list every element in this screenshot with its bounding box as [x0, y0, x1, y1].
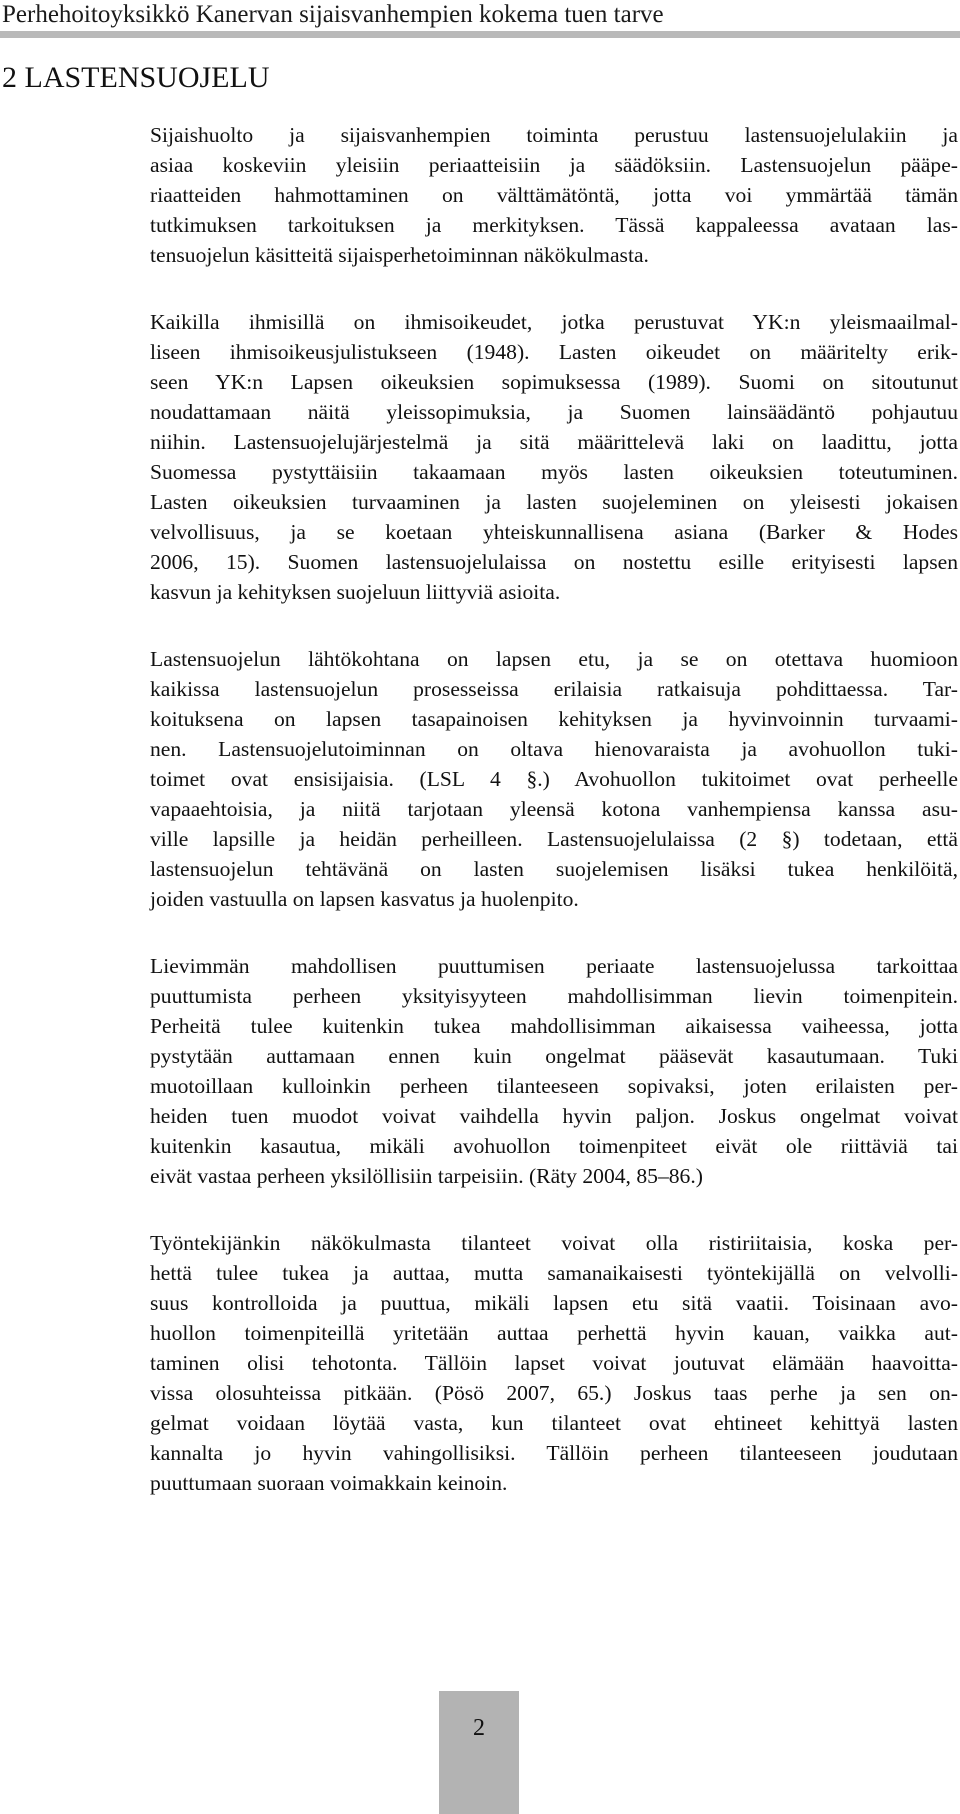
text-line: Sijaishuolto ja sijaisvanhempien toiminta perustuu lastensuojelulakiin ja: [150, 123, 958, 147]
text-line: suus kontrolloida ja puuttua, mikäli lapsen etu sitä vaatii. Toisinaan avo-: [150, 1291, 958, 1315]
text-line: muotoillaan kulloinkin perheen tilanteeseen sopivaksi, joten erilaisten per-: [150, 1074, 958, 1098]
paragraph: [150, 120, 958, 270]
text-line: huollon toimenpiteillä yritetään auttaa perhettä hyvin kauan, vaikka aut-: [150, 1321, 958, 1345]
text-line: riaatteiden hahmottaminen on välttämätöntä, jotta voi ymmärtää tämän: [150, 183, 958, 207]
text-line: Perheitä tulee kuitenkin tukea mahdollisimman aikaisessa vaiheessa, jotta: [150, 1014, 958, 1038]
text-line: 2006, 15). Suomen lastensuojelulaissa on nostettu esille erityisesti lapsen: [150, 550, 958, 574]
text-line: gelmat voidaan löytää vasta, kun tilanteet ovat ehtineet kehittyä lasten: [150, 1411, 958, 1435]
header-rule: [0, 31, 960, 38]
text-line: Suomessa pystyttäisiin takaamaan myös lasten oikeuksien toteutuminen.: [150, 460, 958, 484]
text-line: Kaikilla ihmisillä on ihmisoikeudet, jotka perustuvat YK:n yleismaailmal-: [150, 310, 958, 334]
text-line: kuitenkin kasautua, mikäli avohuollon toimenpiteet eivät ole riittäviä tai: [150, 1134, 958, 1158]
text-line: toimet ovat ensisijaisia. (LSL 4 §.) Avohuollon tukitoimet ovat perheelle: [150, 767, 958, 791]
text-line: hettä tulee tukea ja auttaa, mutta samanaikaisesti työntekijällä on velvolli-: [150, 1261, 958, 1285]
page-number: 2: [473, 1715, 485, 1741]
text-line: liseen ihmisoikeusjulistukseen (1948). Lasten oikeudet on määritelty erik-: [150, 340, 958, 364]
text-line: puuttumista perheen yksityisyyteen mahdollisimman lievin toimenpitein.: [150, 984, 958, 1008]
text-line: noudattamaan näitä yleissopimuksia, ja Suomen lainsäädäntö pohjautuu: [150, 400, 958, 424]
text-line: kaikissa lastensuojelun prosesseissa erilaisia ratkaisuja pohdittaessa. Tar-: [150, 677, 958, 701]
text-line: nen. Lastensuojelutoiminnan on oltava hienovaraista ja avohuollon tuki-: [150, 737, 958, 761]
text-line: Lasten oikeuksien turvaaminen ja lasten suojeleminen on yleisesti jokaisen: [150, 490, 958, 514]
text-line: asiaa koskeviin yleisiin periaatteisiin ja säädöksiin. Lastensuojelun pääpe-: [150, 153, 958, 177]
paragraph: [150, 1228, 958, 1498]
text-line: niihin. Lastensuojelujärjestelmä ja sitä määrittelevä laki on laadittu, jotta: [150, 430, 958, 454]
text-line: velvollisuus, ja se koetaan yhteiskunnallisena asiana (Barker & Hodes: [150, 520, 958, 544]
document-title: Perhehoitoyksikkö Kanervan sijaisvanhempien kokema tuen tarve: [2, 1, 664, 28]
text-line: Lastensuojelun lähtökohtana on lapsen etu, ja se on otettava huomioon: [150, 647, 958, 671]
running-header: [0, 0, 960, 44]
text-line: puuttumaan suoraan voimakkain keinoin.: [150, 1471, 508, 1495]
paragraph: [150, 951, 958, 1191]
text-line: Lievimmän mahdollisen puuttumisen periaate lastensuojelussa tarkoittaa: [150, 954, 958, 978]
text-line: pystytään auttamaan ennen kuin ongelmat pääsevät kasautumaan. Tuki: [150, 1044, 958, 1068]
text-line: seen YK:n Lapsen oikeuksien sopimuksessa (1989). Suomi on sitoutunut: [150, 370, 958, 394]
text-line: koituksena on lapsen tasapainoisen kehityksen ja hyvinvoinnin turvaami-: [150, 707, 958, 731]
text-line: joiden vastuulla on lapsen kasvatus ja huolenpito.: [150, 887, 579, 911]
text-line: lastensuojelun tehtävänä on lasten suojelemisen lisäksi tukea henkilöitä,: [150, 857, 958, 881]
text-line: ville lapsille ja heidän perheilleen. Lastensuojelulaissa (2 §) todetaan, että: [150, 827, 958, 851]
text-line: tensuojelun käsitteitä sijaisperhetoiminnan näkökulmasta.: [150, 243, 649, 267]
text-line: eivät vastaa perheen yksilöllisiin tarpeisiin. (Räty 2004, 85–86.): [150, 1164, 703, 1188]
paragraph: [150, 644, 958, 914]
section-heading: 2 LASTENSUOJELU: [2, 61, 270, 94]
text-line: tutkimuksen tarkoituksen ja merkityksen. Tässä kappaleessa avataan las-: [150, 213, 958, 237]
text-line: vissa olosuhteissa pitkään. (Pösö 2007, 65.) Joskus taas perhe ja sen on-: [150, 1381, 958, 1405]
body-text: [150, 120, 958, 1535]
text-line: vapaaehtoisia, ja niitä tarjotaan yleensä kotona vanhempiensa kanssa asu-: [150, 797, 958, 821]
text-line: Työntekijänkin näkökulmasta tilanteet voivat olla ristiriitaisia, koska per-: [150, 1231, 958, 1255]
text-line: kannalta jo hyvin vahingollisiksi. Tällöin perheen tilanteeseen joudutaan: [150, 1441, 958, 1465]
text-line: heiden tuen muodot voivat vaihdella hyvin paljon. Joskus ongelmat voivat: [150, 1104, 958, 1128]
page-number-box: [439, 1691, 519, 1814]
text-line: kasvun ja kehityksen suojeluun liittyviä asioita.: [150, 580, 561, 604]
text-line: taminen olisi tehotonta. Tällöin lapset voivat joutuvat elämään haavoitta-: [150, 1351, 958, 1375]
paragraph: [150, 307, 958, 607]
